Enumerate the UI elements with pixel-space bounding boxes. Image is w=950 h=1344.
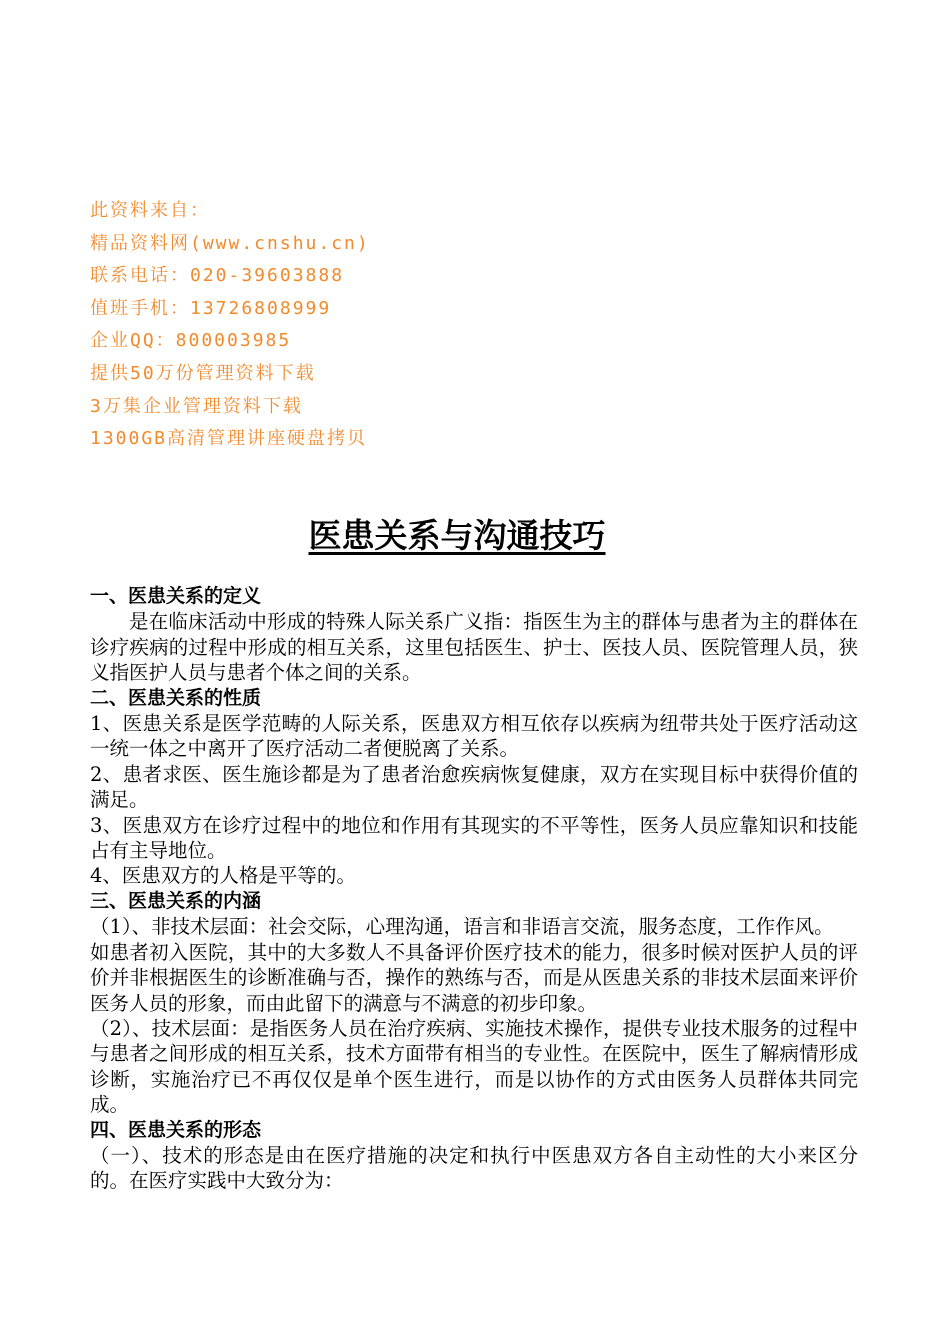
source-line-offer-1: 提供50万份管理资料下载: [90, 362, 316, 384]
paragraph-connotation-2: 如患者初入医院，其中的大多数人不具备评价医疗技术的能力，很多时候对医护人员的评价并非根据医生的诊断准确与否，操作的熟练与否，而是从医患关系的非技术层面来评价医务人员的形象，而由此留下的满意与不满意的初步印象。: [90, 940, 858, 1015]
paragraph-definition: 是在临床活动中形成的特殊人际关系广义指：指医生为主的群体与患者为主的群体在诊疗疾病的过程中形成的相互关系，这里包括医生、护士、医技人员、医院管理人员，狭义指医护人员与患者个体之间的关系。: [90, 610, 858, 685]
section-heading-connotation: 三、医患关系的内涵: [90, 889, 262, 912]
source-line-offer-3: 1300GB高清管理讲座硬盘拷贝: [90, 428, 368, 450]
paragraph-nature-3: 3、医患双方在诊疗过程中的地位和作用有其现实的不平等性，医务人员应靠知识和技能占有主导地位。: [90, 813, 858, 863]
source-line-from: 此资料来自：: [90, 200, 210, 221]
source-line-qq: 企业QQ：800003985: [90, 330, 292, 352]
document-body: [90, 584, 858, 1194]
section-heading-forms: 四、医患关系的形态: [90, 1118, 262, 1141]
document-title: 医患关系与沟通技巧: [308, 516, 606, 555]
paragraph-connotation-1: （1）、非技术层面：社会交际，心理沟通，语言和非语言交流，服务态度，工作作风。: [90, 915, 834, 939]
source-info-block: [90, 195, 690, 456]
source-line-phone: 联系电话：020-39603888: [90, 265, 345, 287]
paragraph-nature-4: 4、医患双方的人格是平等的。: [90, 864, 356, 888]
paragraph-nature-2: 2、患者求医、医生施诊都是为了患者治愈疾病恢复健康，双方在实现目标中获得价值的满足。: [90, 762, 858, 812]
section-heading-nature: 二、医患关系的性质: [90, 686, 262, 709]
source-line-offer-2: 3万集企业管理资料下载: [90, 395, 303, 417]
source-line-website: 精品资料网(www.cnshu.cn): [90, 232, 370, 254]
paragraph-connotation-3: （2）、技术层面：是指医务人员在治疗疾病、实施技术操作，提供专业技术服务的过程中与患者之间形成的相互关系，技术方面带有相当的专业性。在医院中，医生了解病情形成诊断，实施治疗已不再仅仅是单个医生进行，而是以协作的方式由医务人员群体共同完成。: [90, 1016, 858, 1117]
source-line-mobile: 值班手机：13726808999: [90, 297, 332, 319]
section-heading-definition: 一、医患关系的定义: [90, 585, 262, 607]
paragraph-forms-1: （一）、技术的形态是由在医疗措施的决定和执行中医患双方各自主动性的大小来区分的。在医疗实践中大致分为：: [90, 1143, 858, 1193]
paragraph-nature-1: 1、医患关系是医学范畴的人际关系，医患双方相互依存以疾病为纽带共处于医疗活动这一统一体之中离开了医疗活动二者便脱离了关系。: [90, 712, 858, 761]
